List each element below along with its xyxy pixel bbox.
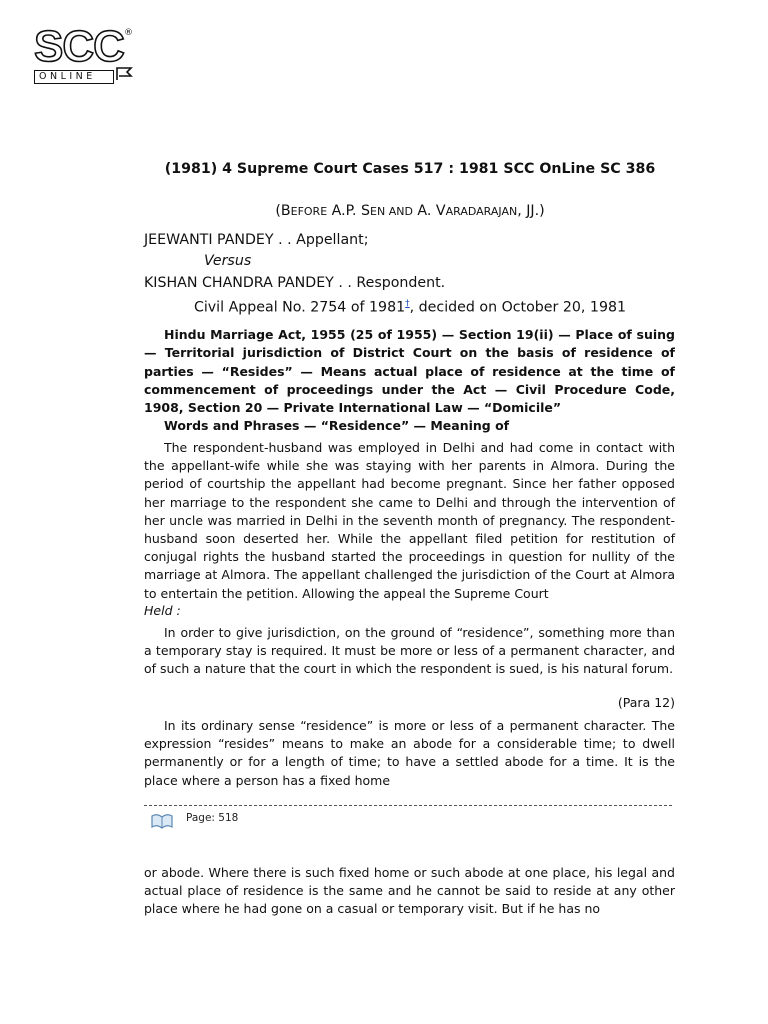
respondent-line: KISHAN CHANDRA PANDEY . . Respondent. <box>144 275 446 291</box>
held-paragraph: In order to give jurisdiction, on the ground of “residence”, something more than a temporary stay is required. It must be more or less of a permanent character, and of such a nature that the court in which the respondent is sued, is his natural forum. <box>144 625 675 677</box>
case-citation-title: (1981) 4 Supreme Court Cases 517 : 1981 SCC OnLine SC 386 <box>164 161 656 177</box>
residence-paragraph: In its ordinary sense “residence” is more or less of a permanent character. The expression “resides” means to make an abode for a considerable time; to dwell permanently or for a length of time; to have a settled abode for a time. It is the place where a person has a fixed home <box>144 718 675 788</box>
appellant-line: JEEWANTI PANDEY . . Appellant; <box>144 232 369 248</box>
appeal-line: Civil Appeal No. 2754 of 1981†, decided on October 20, 1981 <box>193 299 627 316</box>
page-number-label: Page: 518 <box>186 812 239 824</box>
book-icon <box>150 812 174 830</box>
headnote-main: Hindu Marriage Act, 1955 (25 of 1955) — Section 19(ii) — Place of suing — Territorial jurisdiction of District Court on the basis of residence of parties — “Resides” — Means actual place of residence at the time of commencement of proceedings under the Act — Civil Procedure Code, 1908, Section 20 — Private International Law — “Domicile” <box>144 327 675 416</box>
held-label: Held : <box>144 603 181 618</box>
facts-paragraph: The respondent-husband was employed in Delhi and had come in contact with the appellant-wife while she was staying with her parents in Almora. During the period of courtship the appellant had become pregnant. Since her father opposed her marriage to the respondent she came to Delhi and through the intervention of her uncle was married in Delhi in the seventh month of pregnancy. The respondent-husband soon deserted her. While the appellant filed petition for restitution of conjugal rights the husband started the proceedings in question for nullity of the marriage at Almora. The appellant challenged the jurisdiction of the Court at Almora to entertain the petition. Allowing the appeal the Supreme Court <box>144 440 675 601</box>
page-break-divider <box>144 805 672 806</box>
logo-flag-icon <box>116 66 134 82</box>
para-reference: (Para 12) <box>617 695 675 710</box>
logo-online-text: ONLINE <box>34 70 114 84</box>
logo-registered-mark: ® <box>124 28 133 38</box>
scc-online-logo <box>32 22 136 88</box>
versus-label: Versus <box>204 253 252 269</box>
logo-scc-text: SCC <box>34 22 124 71</box>
continued-paragraph: or abode. Where there is such fixed home or such abode at one place, his legal and actual place of residence is the same and he cannot be said to reside at any other place where he had gone on a casual or temporary visit. But if he has no <box>144 865 675 917</box>
footnote-link[interactable]: † <box>405 299 410 309</box>
headnote-words-phrases: Words and Phrases — “Residence” — Meaning of <box>164 418 510 433</box>
bench-line: (BEFORE A.P. SEN AND A. VARADARAJAN, JJ.) <box>275 203 545 219</box>
